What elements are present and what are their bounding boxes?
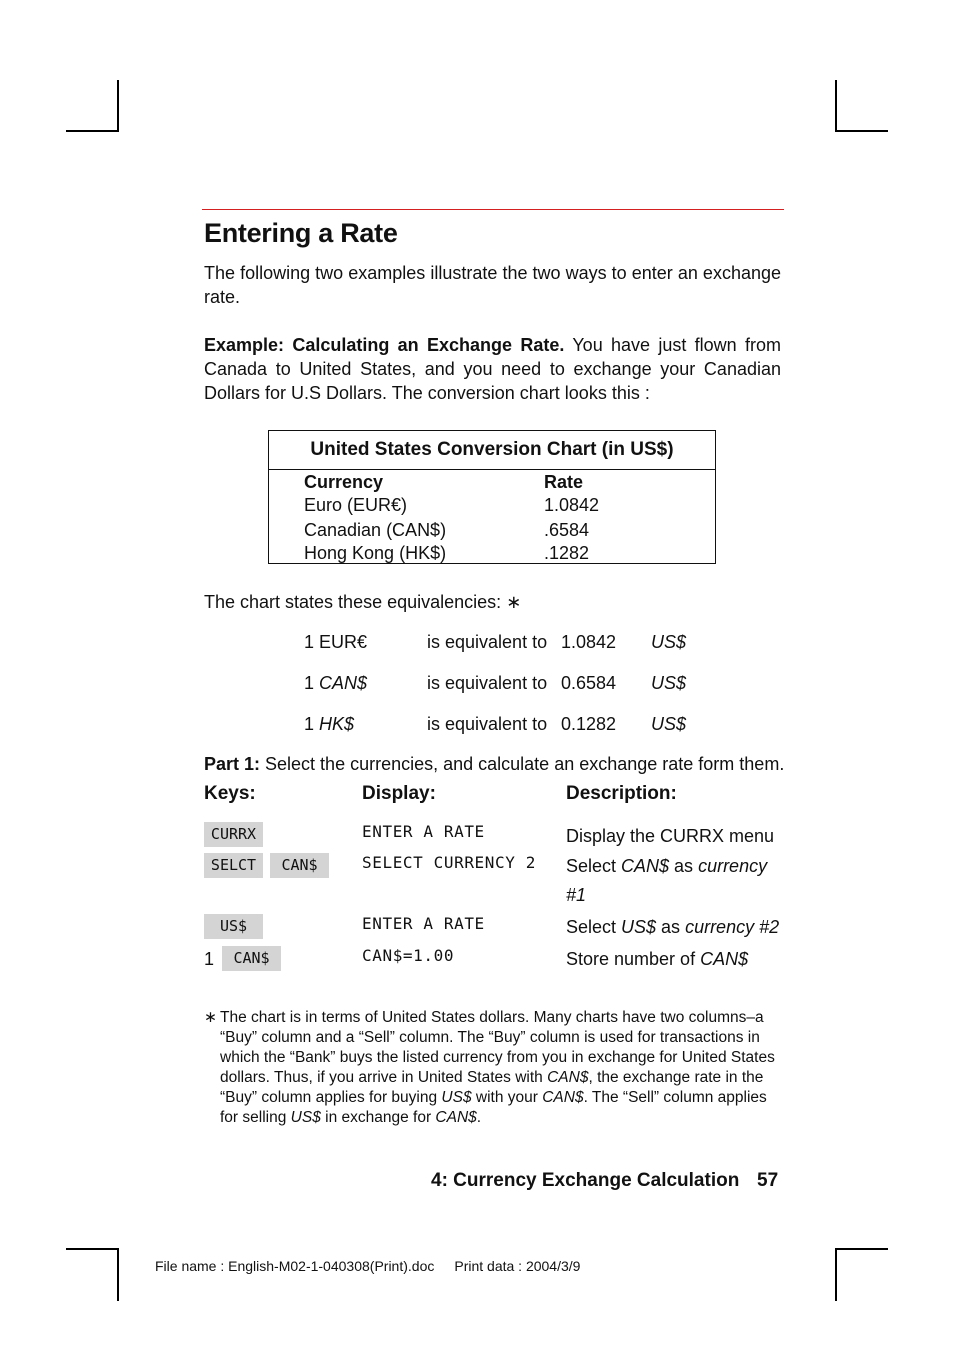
footnote <box>204 1008 784 1128</box>
file-name: File name : English-M02-1-040308(Print).doc <box>155 1258 435 1274</box>
display-text: ENTER A RATE <box>362 914 485 933</box>
display-text: SELECT CURRENCY 2 <box>362 853 536 872</box>
us-key[interactable]: US$ <box>204 914 263 939</box>
step-description: Display the CURRX menu <box>566 826 775 846</box>
part1-label: Part 1: <box>204 754 261 774</box>
currency-header: Currency <box>304 472 384 492</box>
chart-title: United States Conversion Chart (in US$) <box>269 431 715 470</box>
can-key[interactable]: CAN$ <box>222 946 281 971</box>
chart-header-row <box>304 470 715 494</box>
crop-mark <box>835 80 837 132</box>
crop-mark <box>835 1248 888 1250</box>
section-title: Entering a Rate <box>204 218 398 248</box>
currency-cell: Hong Kong (HK$) <box>304 543 447 563</box>
rate-header: Rate <box>544 472 584 492</box>
part1-paragraph: Part 1: Select the currencies, and calculate an exchange rate form them. <box>204 754 785 774</box>
equivalencies-intro: The chart states these equivalencies: ∗ <box>204 592 522 612</box>
currency-cell: Canadian (CAN$) <box>304 520 447 540</box>
display-header: Display: <box>362 783 436 804</box>
rate-cell: 1.0842 <box>544 495 600 515</box>
chart-row <box>304 541 715 565</box>
print-date: Print data : 2004/3/9 <box>454 1258 581 1274</box>
chart-row <box>304 493 715 517</box>
can-key[interactable]: CAN$ <box>270 853 329 878</box>
crop-mark <box>117 80 119 132</box>
crop-mark <box>66 1248 119 1250</box>
footnote-marker: ∗ <box>204 1009 217 1026</box>
intro-paragraph: The following two examples illustrate the two ways to enter an exchange rate. <box>204 263 781 307</box>
example-lead: Example: Calculating an Exchange Rate. <box>204 335 565 355</box>
display-text: CAN$=1.00 <box>362 946 455 965</box>
display-text: ENTER A RATE <box>362 822 485 841</box>
chapter-footer: 4: Currency Exchange Calculation <box>431 1170 740 1191</box>
footnote-text: The chart is in terms of United States dollars. Many charts have two columns–a “Buy” column and a “Sell” column. The “Buy” column is used for transactions in which the “Bank” buys the listed currency from you in exchange for United States dollars. Thus, if you arrive in United States with CAN$, the exchange rate in the “Buy” column applies for buying US$ with your CAN$. The “Sell” column applies for selling US$ in exchange for CAN$. <box>220 1009 775 1126</box>
file-info <box>155 1256 580 1276</box>
example-paragraph <box>204 333 781 405</box>
step-description: Store number of CAN$ <box>566 949 749 969</box>
page-number: 57 <box>757 1170 779 1191</box>
crop-mark <box>66 130 119 132</box>
example-text: You have just flown from Canada to United States, and you need to exchange your Canadian Dollars for U.S Dollars. The conversion chart looks this : <box>204 335 781 403</box>
selct-key[interactable]: SELCT <box>204 853 263 878</box>
crop-mark <box>835 130 888 132</box>
description-header: Description: <box>566 783 677 804</box>
currx-key[interactable]: CURRX <box>204 822 263 847</box>
step-description: Select CAN$ as currency #1 <box>566 856 768 905</box>
currency-cell: Euro (EUR€) <box>304 495 408 515</box>
rate-cell: .6584 <box>544 520 590 540</box>
number-entry: 1 <box>204 949 215 969</box>
conversion-chart <box>268 430 716 564</box>
chart-row <box>304 518 715 542</box>
keys-header: Keys: <box>204 783 256 804</box>
crop-mark <box>117 1248 119 1301</box>
section-rule <box>202 209 784 210</box>
rate-cell: .1282 <box>544 543 590 563</box>
footnote-marker: ∗ <box>506 592 522 612</box>
crop-mark <box>835 1248 837 1301</box>
step-description: Select US$ as currency #2 <box>566 917 780 937</box>
